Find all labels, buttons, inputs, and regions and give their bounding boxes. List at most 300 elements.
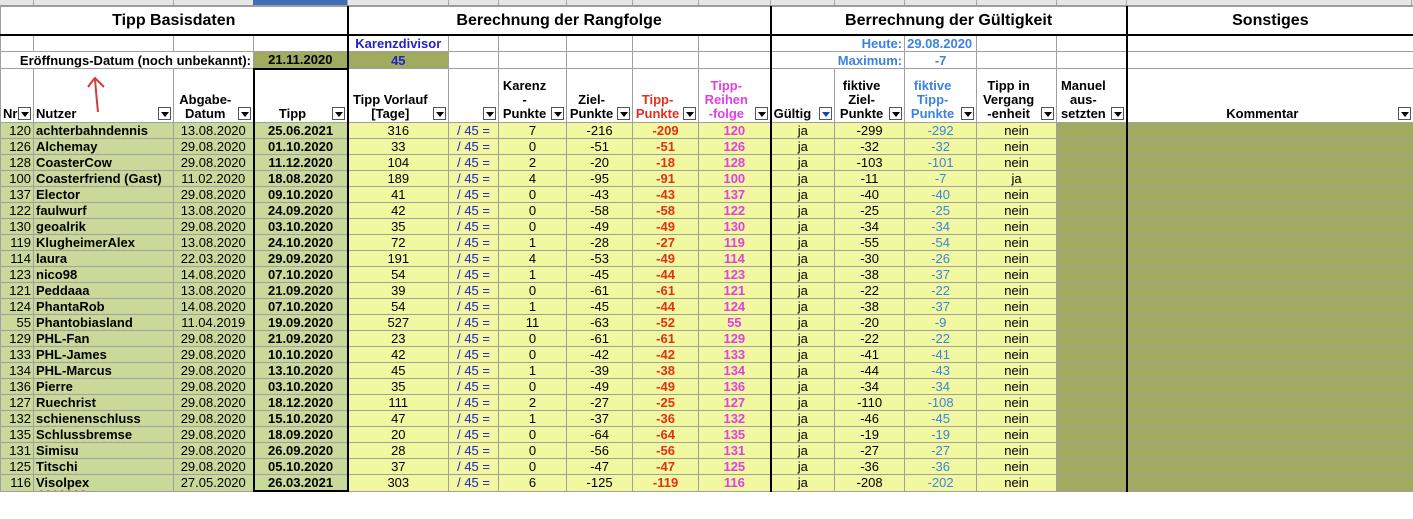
cell-fikttipp[interactable]: -7: [905, 171, 977, 187]
section-title-rang[interactable]: Berechnung der Rangfolge: [348, 7, 771, 35]
cell-divisor[interactable]: / 45 =: [449, 459, 499, 475]
karenzdivisor-label[interactable]: Karenzdivisor: [348, 35, 449, 52]
cell-vorlauf[interactable]: 527: [348, 315, 449, 331]
cell-vergang[interactable]: nein: [977, 331, 1057, 347]
cell-nutzer[interactable]: Simisu: [34, 443, 174, 459]
cell-karenz[interactable]: 1: [499, 235, 567, 251]
cell-nutzer[interactable]: faulwurf: [34, 203, 174, 219]
cell-nr[interactable]: 114: [1, 251, 34, 267]
header-vorlauf[interactable]: [348, 69, 449, 123]
section-title-gueltig[interactable]: Berrechnung der Gültigkeit: [771, 7, 1127, 35]
cell-tipppunkte[interactable]: -56: [633, 443, 699, 459]
cell[interactable]: [699, 52, 771, 69]
cell-manuel[interactable]: [1057, 427, 1127, 443]
cell-vorlauf[interactable]: 72: [348, 235, 449, 251]
cell-tipp[interactable]: 13.10.2020: [254, 363, 348, 379]
cell-karenz[interactable]: 1: [499, 299, 567, 315]
cell-karenz[interactable]: 0: [499, 443, 567, 459]
filter-dropdown-icon[interactable]: [238, 107, 251, 120]
cell-kommentar[interactable]: [1127, 331, 1413, 347]
cell-manuel[interactable]: [1057, 475, 1127, 492]
cell-vergang[interactable]: nein: [977, 395, 1057, 411]
cell-manuel[interactable]: [1057, 443, 1127, 459]
cell-divisor[interactable]: / 45 =: [449, 379, 499, 395]
table-row[interactable]: [1, 123, 1413, 139]
cell-ziel[interactable]: -56: [567, 443, 633, 459]
cell-ziel[interactable]: -61: [567, 331, 633, 347]
cell-karenz[interactable]: 1: [499, 411, 567, 427]
cell-abgabe[interactable]: 29.08.2020: [174, 459, 254, 475]
cell-ziel[interactable]: -53: [567, 251, 633, 267]
cell-karenz[interactable]: 2: [499, 395, 567, 411]
cell-fiktziel[interactable]: -25: [835, 203, 905, 219]
cell-ziel[interactable]: -20: [567, 155, 633, 171]
cell-gueltig[interactable]: ja: [771, 219, 835, 235]
cell[interactable]: [699, 35, 771, 52]
cell-abgabe[interactable]: 14.08.2020: [174, 267, 254, 283]
table-row[interactable]: [1, 459, 1413, 475]
cell-tipppunkte[interactable]: -36: [633, 411, 699, 427]
cell[interactable]: [1057, 35, 1127, 52]
cell-tipp[interactable]: 19.09.2020: [254, 315, 348, 331]
cell-manuel[interactable]: [1057, 235, 1127, 251]
cell-vorlauf[interactable]: 104: [348, 155, 449, 171]
cell-reihenfolge[interactable]: 132: [699, 411, 771, 427]
cell-fikttipp[interactable]: -54: [905, 235, 977, 251]
cell-vorlauf[interactable]: 111: [348, 395, 449, 411]
cell-tipppunkte[interactable]: -44: [633, 299, 699, 315]
cell-vorlauf[interactable]: 41: [348, 187, 449, 203]
cell[interactable]: [254, 35, 348, 52]
cell-kommentar[interactable]: [1127, 235, 1413, 251]
cell-nutzer[interactable]: nico98: [34, 267, 174, 283]
cell-nr[interactable]: 126: [1, 139, 34, 155]
cell-kommentar[interactable]: [1127, 171, 1413, 187]
cell-reihenfolge[interactable]: 116: [699, 475, 771, 492]
cell-abgabe[interactable]: 29.08.2020: [174, 411, 254, 427]
header-abgabe[interactable]: [174, 69, 254, 123]
cell-vergang[interactable]: nein: [977, 411, 1057, 427]
cell-nr[interactable]: 121: [1, 283, 34, 299]
cell-reihenfolge[interactable]: 114: [699, 251, 771, 267]
cell-ziel[interactable]: -42: [567, 347, 633, 363]
table-row[interactable]: [1, 411, 1413, 427]
cell-nr[interactable]: 132: [1, 411, 34, 427]
eroeffnung-value[interactable]: 21.11.2020: [254, 52, 348, 69]
cell-divisor[interactable]: / 45 =: [449, 251, 499, 267]
header-nutzer[interactable]: [34, 69, 174, 123]
cell-karenz[interactable]: 6: [499, 475, 567, 492]
cell-manuel[interactable]: [1057, 331, 1127, 347]
cell[interactable]: [567, 52, 633, 69]
cell-reihenfolge[interactable]: 126: [699, 139, 771, 155]
cell-kommentar[interactable]: [1127, 155, 1413, 171]
cell-fikttipp[interactable]: -34: [905, 379, 977, 395]
cell-karenz[interactable]: 0: [499, 139, 567, 155]
cell-manuel[interactable]: [1057, 379, 1127, 395]
cell-fikttipp[interactable]: -9: [905, 315, 977, 331]
section-title-sonst[interactable]: Sonstiges: [1127, 7, 1413, 35]
cell-nutzer[interactable]: PhantaRob: [34, 299, 174, 315]
cell-gueltig[interactable]: ja: [771, 251, 835, 267]
cell-nutzer[interactable]: Phantobiasland: [34, 315, 174, 331]
cell-abgabe[interactable]: 29.08.2020: [174, 139, 254, 155]
cell-vorlauf[interactable]: 316: [348, 123, 449, 139]
cell-ziel[interactable]: -28: [567, 235, 633, 251]
cell-nr[interactable]: 123: [1, 267, 34, 283]
header-nr[interactable]: [1, 69, 34, 123]
cell-vergang[interactable]: nein: [977, 283, 1057, 299]
header-manuel[interactable]: [1057, 69, 1127, 123]
cell-tipp[interactable]: 21.09.2020: [254, 283, 348, 299]
cell-fikttipp[interactable]: -108: [905, 395, 977, 411]
cell-nr[interactable]: 136: [1, 379, 34, 395]
cell-karenz[interactable]: 1: [499, 363, 567, 379]
cell-divisor[interactable]: / 45 =: [449, 315, 499, 331]
cell-nr[interactable]: 131: [1, 443, 34, 459]
cell-vergang[interactable]: nein: [977, 363, 1057, 379]
cell-tipp[interactable]: 18.08.2020: [254, 171, 348, 187]
cell-ziel[interactable]: -64: [567, 427, 633, 443]
cell-ziel[interactable]: -61: [567, 283, 633, 299]
cell-reihenfolge[interactable]: 137: [699, 187, 771, 203]
cell-reihenfolge[interactable]: 130: [699, 219, 771, 235]
cell-karenz[interactable]: 0: [499, 331, 567, 347]
header-ziel[interactable]: [567, 69, 633, 123]
cell-tipppunkte[interactable]: -44: [633, 267, 699, 283]
filter-dropdown-icon[interactable]: [551, 107, 564, 120]
header-fiktziel[interactable]: [835, 69, 905, 123]
cell-ziel[interactable]: -58: [567, 203, 633, 219]
cell-divisor[interactable]: / 45 =: [449, 475, 499, 492]
heute-value[interactable]: 29.08.2020: [905, 35, 977, 52]
cell-vorlauf[interactable]: 47: [348, 411, 449, 427]
cell-kommentar[interactable]: [1127, 427, 1413, 443]
maximum-label[interactable]: Maximum:: [771, 52, 905, 69]
cell-tipppunkte[interactable]: -49: [633, 251, 699, 267]
cell-divisor[interactable]: / 45 =: [449, 411, 499, 427]
cell-fikttipp[interactable]: -32: [905, 139, 977, 155]
cell-kommentar[interactable]: [1127, 219, 1413, 235]
cell-fiktziel[interactable]: -41: [835, 347, 905, 363]
cell-nr[interactable]: 133: [1, 347, 34, 363]
cell-gueltig[interactable]: ja: [771, 443, 835, 459]
cell[interactable]: [977, 52, 1057, 69]
cell-divisor[interactable]: / 45 =: [449, 331, 499, 347]
cell-gueltig[interactable]: ja: [771, 171, 835, 187]
header-karenz[interactable]: [499, 69, 567, 123]
filter-dropdown-icon[interactable]: [332, 107, 345, 120]
cell-kommentar[interactable]: [1127, 443, 1413, 459]
cell-nutzer[interactable]: Coasterfriend (Gast): [34, 171, 174, 187]
cell-tipppunkte[interactable]: -61: [633, 283, 699, 299]
table-row[interactable]: [1, 139, 1413, 155]
cell-fikttipp[interactable]: -36: [905, 459, 977, 475]
cell-fiktziel[interactable]: -208: [835, 475, 905, 492]
cell-tipp[interactable]: 21.09.2020: [254, 331, 348, 347]
cell-kommentar[interactable]: [1127, 475, 1413, 492]
cell-abgabe[interactable]: 13.08.2020: [174, 283, 254, 299]
cell-nutzer[interactable]: Titschi: [34, 459, 174, 475]
cell-tipp[interactable]: 26.09.2020: [254, 443, 348, 459]
cell-fiktziel[interactable]: -20: [835, 315, 905, 331]
cell-reihenfolge[interactable]: 129: [699, 331, 771, 347]
cell-nr[interactable]: 128: [1, 155, 34, 171]
cell-ziel[interactable]: -51: [567, 139, 633, 155]
cell-gueltig[interactable]: ja: [771, 283, 835, 299]
cell-divisor[interactable]: / 45 =: [449, 123, 499, 139]
cell-reihenfolge[interactable]: 100: [699, 171, 771, 187]
cell-kommentar[interactable]: [1127, 267, 1413, 283]
cell-gueltig[interactable]: ja: [771, 155, 835, 171]
cell-gueltig[interactable]: ja: [771, 267, 835, 283]
cell-gueltig[interactable]: ja: [771, 235, 835, 251]
cell-gueltig[interactable]: ja: [771, 475, 835, 492]
cell-tipppunkte[interactable]: -25: [633, 395, 699, 411]
cell-nr[interactable]: 129: [1, 331, 34, 347]
cell-nutzer[interactable]: CoasterCow: [34, 155, 174, 171]
cell-vergang[interactable]: nein: [977, 475, 1057, 492]
cell-nr[interactable]: 127: [1, 395, 34, 411]
cell-divisor[interactable]: / 45 =: [449, 219, 499, 235]
cell-karenz[interactable]: 0: [499, 379, 567, 395]
cell-fikttipp[interactable]: -37: [905, 267, 977, 283]
table-row[interactable]: [1, 299, 1413, 315]
filter-dropdown-icon[interactable]: [483, 107, 496, 120]
cell-manuel[interactable]: [1057, 123, 1127, 139]
cell-vorlauf[interactable]: 20: [348, 427, 449, 443]
cell-ziel[interactable]: -45: [567, 267, 633, 283]
cell-divisor[interactable]: / 45 =: [449, 347, 499, 363]
cell-kommentar[interactable]: [1127, 411, 1413, 427]
cell-karenz[interactable]: 0: [499, 427, 567, 443]
cell-fikttipp[interactable]: -27: [905, 443, 977, 459]
cell-ziel[interactable]: -49: [567, 219, 633, 235]
cell-tipppunkte[interactable]: -61: [633, 331, 699, 347]
cell-ziel[interactable]: -47: [567, 459, 633, 475]
cell[interactable]: [1127, 35, 1413, 52]
cell-fikttipp[interactable]: -25: [905, 203, 977, 219]
cell-ziel[interactable]: -49: [567, 379, 633, 395]
cell-tipppunkte[interactable]: -119: [633, 475, 699, 492]
cell-karenz[interactable]: 4: [499, 251, 567, 267]
cell-tipppunkte[interactable]: -18: [633, 155, 699, 171]
cell-gueltig[interactable]: ja: [771, 427, 835, 443]
cell-nr[interactable]: 120: [1, 123, 34, 139]
cell-reihenfolge[interactable]: 136: [699, 379, 771, 395]
cell-vergang[interactable]: ja: [977, 171, 1057, 187]
cell-nutzer[interactable]: Alchemay: [34, 139, 174, 155]
cell-tipppunkte[interactable]: -209: [633, 123, 699, 139]
table-row[interactable]: [1, 251, 1413, 267]
header-vergang[interactable]: [977, 69, 1057, 123]
cell[interactable]: [499, 35, 567, 52]
cell-tipp[interactable]: 05.10.2020: [254, 459, 348, 475]
cell-vorlauf[interactable]: 42: [348, 203, 449, 219]
cell-kommentar[interactable]: [1127, 139, 1413, 155]
cell-vorlauf[interactable]: 33: [348, 139, 449, 155]
table-row[interactable]: [1, 219, 1413, 235]
cell-gueltig[interactable]: ja: [771, 331, 835, 347]
cell-gueltig[interactable]: ja: [771, 411, 835, 427]
table-row[interactable]: [1, 203, 1413, 219]
cell-kommentar[interactable]: [1127, 363, 1413, 379]
table-row[interactable]: [1, 427, 1413, 443]
cell-gueltig[interactable]: ja: [771, 347, 835, 363]
cell-abgabe[interactable]: 11.02.2020: [174, 171, 254, 187]
cell-manuel[interactable]: [1057, 347, 1127, 363]
cell-manuel[interactable]: [1057, 459, 1127, 475]
cell-nr[interactable]: 125: [1, 459, 34, 475]
cell-gueltig[interactable]: ja: [771, 379, 835, 395]
table-row[interactable]: [1, 347, 1413, 363]
filter-dropdown-icon[interactable]: [961, 107, 974, 120]
cell[interactable]: [449, 52, 499, 69]
cell-vorlauf[interactable]: 54: [348, 267, 449, 283]
cell-reihenfolge[interactable]: 122: [699, 203, 771, 219]
header-tipp[interactable]: [254, 69, 348, 123]
cell-abgabe[interactable]: 29.08.2020: [174, 187, 254, 203]
cell-manuel[interactable]: [1057, 395, 1127, 411]
cell-reihenfolge[interactable]: 124: [699, 299, 771, 315]
cell-nr[interactable]: 116: [1, 475, 34, 492]
cell-karenz[interactable]: 11: [499, 315, 567, 331]
cell-gueltig[interactable]: ja: [771, 203, 835, 219]
cell-fiktziel[interactable]: -22: [835, 331, 905, 347]
cell-ziel[interactable]: -95: [567, 171, 633, 187]
cell-tipppunkte[interactable]: -51: [633, 139, 699, 155]
filter-dropdown-icon[interactable]: [1398, 107, 1411, 120]
table-row[interactable]: [1, 363, 1413, 379]
cell-tipppunkte[interactable]: -52: [633, 315, 699, 331]
cell-divisor[interactable]: / 45 =: [449, 155, 499, 171]
cell-tipppunkte[interactable]: -43: [633, 187, 699, 203]
cell-kommentar[interactable]: [1127, 395, 1413, 411]
cell-kommentar[interactable]: [1127, 123, 1413, 139]
cell[interactable]: [633, 35, 699, 52]
cell-vorlauf[interactable]: 303: [348, 475, 449, 492]
cell-nutzer[interactable]: Pierre: [34, 379, 174, 395]
filter-dropdown-icon[interactable]: [889, 107, 902, 120]
table-row[interactable]: [1, 283, 1413, 299]
cell-reihenfolge[interactable]: 55: [699, 315, 771, 331]
cell-tipppunkte[interactable]: -42: [633, 347, 699, 363]
table-row[interactable]: [1, 395, 1413, 411]
cell-abgabe[interactable]: 29.08.2020: [174, 331, 254, 347]
cell-karenz[interactable]: 4: [499, 171, 567, 187]
cell-fiktziel[interactable]: -27: [835, 443, 905, 459]
cell-abgabe[interactable]: 13.08.2020: [174, 203, 254, 219]
cell-tipp[interactable]: 07.10.2020: [254, 299, 348, 315]
cell-fikttipp[interactable]: -43: [905, 363, 977, 379]
cell-divisor[interactable]: / 45 =: [449, 139, 499, 155]
cell-manuel[interactable]: [1057, 299, 1127, 315]
filter-dropdown-icon[interactable]: [1041, 107, 1054, 120]
cell-divisor[interactable]: / 45 =: [449, 203, 499, 219]
table-row[interactable]: [1, 267, 1413, 283]
cell-divisor[interactable]: / 45 =: [449, 443, 499, 459]
cell-manuel[interactable]: [1057, 203, 1127, 219]
cell-reihenfolge[interactable]: 121: [699, 283, 771, 299]
cell-vorlauf[interactable]: 28: [348, 443, 449, 459]
cell-kommentar[interactable]: [1127, 187, 1413, 203]
cell-tipppunkte[interactable]: -49: [633, 379, 699, 395]
cell-fiktziel[interactable]: -11: [835, 171, 905, 187]
cell-nutzer[interactable]: geoalrik: [34, 219, 174, 235]
cell-manuel[interactable]: [1057, 139, 1127, 155]
cell[interactable]: [174, 35, 254, 52]
cell-abgabe[interactable]: 29.08.2020: [174, 155, 254, 171]
cell-ziel[interactable]: -63: [567, 315, 633, 331]
cell-gueltig[interactable]: ja: [771, 139, 835, 155]
cell-vergang[interactable]: nein: [977, 443, 1057, 459]
cell-nr[interactable]: 122: [1, 203, 34, 219]
filter-active-icon[interactable]: [819, 107, 832, 120]
table-row[interactable]: [1, 235, 1413, 251]
cell-manuel[interactable]: [1057, 411, 1127, 427]
cell-reihenfolge[interactable]: 123: [699, 267, 771, 283]
cell-tipp[interactable]: 25.06.2021: [254, 123, 348, 139]
filter-dropdown-icon[interactable]: [683, 107, 696, 120]
cell-fiktziel[interactable]: -32: [835, 139, 905, 155]
cell-divisor[interactable]: / 45 =: [449, 235, 499, 251]
cell-vorlauf[interactable]: 35: [348, 219, 449, 235]
cell-fikttipp[interactable]: -22: [905, 331, 977, 347]
cell-nutzer[interactable]: KlugheimerAlex: [34, 235, 174, 251]
cell-tipp[interactable]: 29.09.2020: [254, 251, 348, 267]
karenzdivisor-value[interactable]: 45: [348, 52, 449, 69]
cell-nr[interactable]: 137: [1, 187, 34, 203]
filter-dropdown-icon[interactable]: [433, 107, 446, 120]
cell-fiktziel[interactable]: -19: [835, 427, 905, 443]
cell-ziel[interactable]: -37: [567, 411, 633, 427]
cell-karenz[interactable]: 1: [499, 267, 567, 283]
cell-fiktziel[interactable]: -30: [835, 251, 905, 267]
cell-reihenfolge[interactable]: 119: [699, 235, 771, 251]
cell-reihenfolge[interactable]: 128: [699, 155, 771, 171]
cell-gueltig[interactable]: ja: [771, 459, 835, 475]
filter-dropdown-icon[interactable]: [158, 107, 171, 120]
cell-nr[interactable]: 130: [1, 219, 34, 235]
maximum-value[interactable]: -7: [905, 52, 977, 69]
cell-gueltig[interactable]: ja: [771, 395, 835, 411]
cell-abgabe[interactable]: 29.08.2020: [174, 379, 254, 395]
cell-vergang[interactable]: nein: [977, 267, 1057, 283]
cell-divisor[interactable]: / 45 =: [449, 299, 499, 315]
cell-vorlauf[interactable]: 54: [348, 299, 449, 315]
cell-vergang[interactable]: nein: [977, 347, 1057, 363]
cell-nr[interactable]: 55: [1, 315, 34, 331]
cell-reihenfolge[interactable]: 133: [699, 347, 771, 363]
cell-reihenfolge[interactable]: 135: [699, 427, 771, 443]
table-row[interactable]: [1, 443, 1413, 459]
cell-gueltig[interactable]: ja: [771, 299, 835, 315]
cell-nr[interactable]: 100: [1, 171, 34, 187]
cell-karenz[interactable]: 0: [499, 347, 567, 363]
cell-fiktziel[interactable]: -44: [835, 363, 905, 379]
cell-fikttipp[interactable]: -19: [905, 427, 977, 443]
cell-vergang[interactable]: nein: [977, 379, 1057, 395]
cell-vorlauf[interactable]: 45: [348, 363, 449, 379]
cell-karenz[interactable]: 7: [499, 123, 567, 139]
cell-reihenfolge[interactable]: 127: [699, 395, 771, 411]
cell-manuel[interactable]: [1057, 171, 1127, 187]
cell-manuel[interactable]: [1057, 267, 1127, 283]
cell-kommentar[interactable]: [1127, 251, 1413, 267]
cell-fiktziel[interactable]: -38: [835, 267, 905, 283]
heute-label[interactable]: Heute:: [771, 35, 905, 52]
cell[interactable]: [1, 35, 34, 52]
